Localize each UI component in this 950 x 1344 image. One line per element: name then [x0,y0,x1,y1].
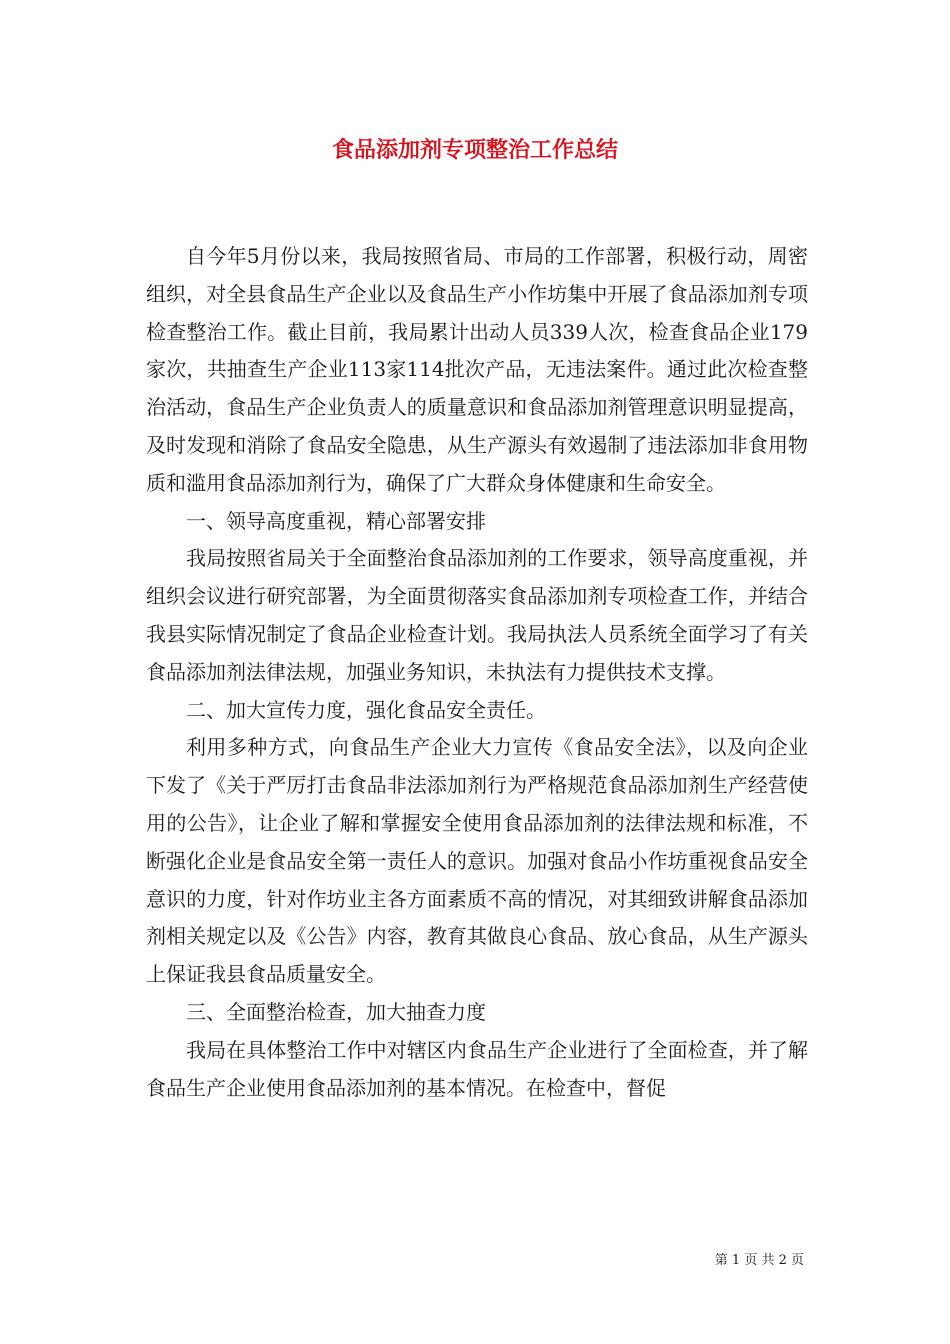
paragraph-intro: 自今年5月份以来，我局按照省局、市局的工作部署，积极行动，周密组织，对全县食品生产企业以及食品生产小作坊集中开展了食品添加剂专项检查整治工作。截止目前，我局累计出动人员339人次，检查食品企业179家次，共抽查生产企业113家114批次产品，无违法案件。通过此次检查整治活动，食品生产企业负责人的质量意识和食品添加剂管理意识明显提高，及时发现和消除了食品安全隐患，从生产源头有效遏制了违法添加非食用物质和滥用食品添加剂行为，确保了广大群众身体健康和生命安全。 [146,244,808,495]
page-title: 食品添加剂专项整治工作总结 [331,137,618,163]
paragraph-section-1: 我局按照省局关于全面整治食品添加剂的工作要求，领导高度重视，并组织会议进行研究部署，为全面贯彻落实食品添加剂专项检查工作，并结合我县实际情况制定了食品企业检查计划。我局执法人员系统全面学习了有关食品添加剂法律法规，加强业务知识，未执法有力提供技术支撑。 [146,546,808,684]
page-number-footer: 第 1 页 共 2 页 [714,1253,804,1268]
section-heading-1: 一、领导高度重视，精心部署安排 [186,508,486,533]
section-heading-3: 三、全面整治检查，加大抽查力度 [186,999,486,1024]
document-body [146,238,808,1107]
section-heading-2: 二、加大宣传力度，强化食品安全责任。 [186,697,546,722]
paragraph-section-3: 我局在具体整治工作中对辖区内食品生产企业进行了全面检查，并了解食品生产企业使用食品添加剂的基本情况。在检查中，督促 [146,1037,808,1100]
paragraph-section-2: 利用多种方式，向食品生产企业大力宣传《食品安全法》，以及向企业下发了《关于严厉打击食品非法添加剂行为严格规范食品添加剂生产经营使用的公告》，让企业了解和掌握安全使用食品添加剂的法律法规和标准，不断强化企业是食品安全第一责任人的意识。加强对食品小作坊重视食品安全意识的力度，针对作坊业主各方面素质不高的情况，对其细致讲解食品添加剂相关规定以及《公告》内容，教育其做良心食品、放心食品，从生产源头上保证我县食品质量安全。 [146,735,808,987]
